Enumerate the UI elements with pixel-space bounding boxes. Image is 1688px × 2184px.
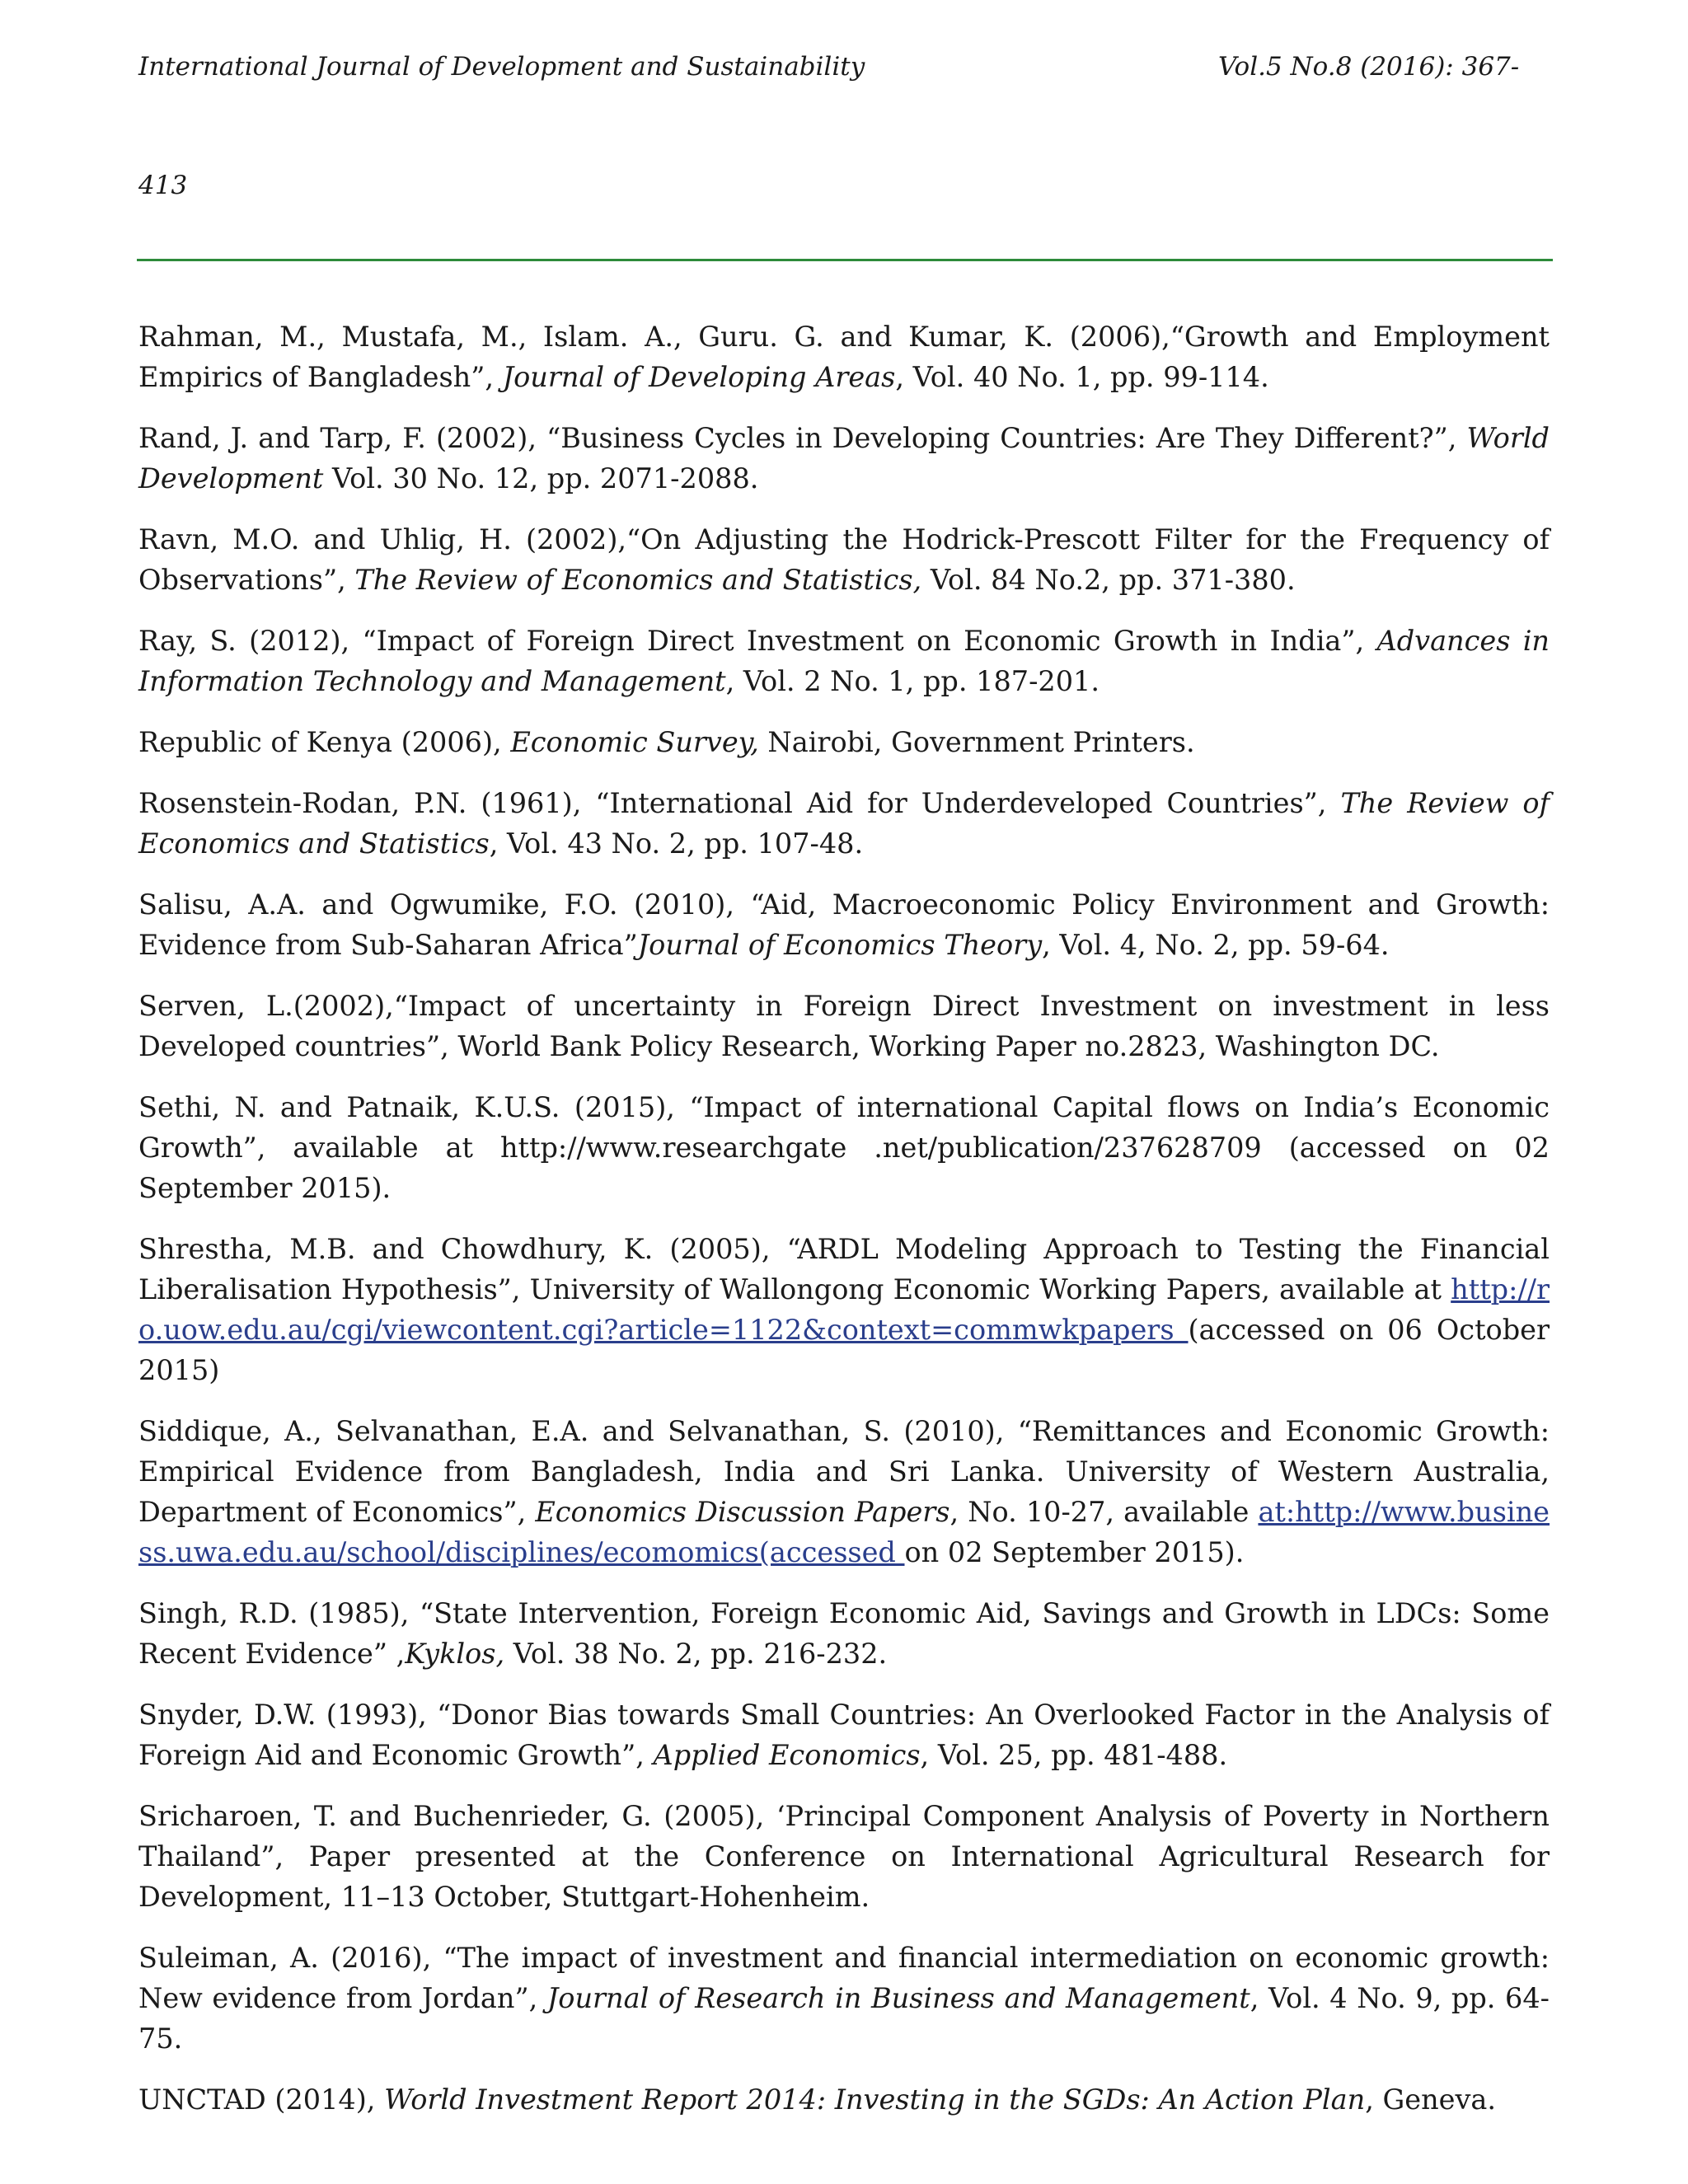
reference-entry: Shrestha, M.B. and Chowdhury, K. (2005), “ARDL Modeling Approach to Testing the Financial Liberalisation Hypothesis”, University of Wallongong Economic Working Papers, available at http://ro.uow.edu.au/cgi/viewcontent.cgi?article=1122&context=commwkpapers (accessed on 06 October 2015) (138, 1233, 1550, 1386)
reference-list (138, 316, 1550, 2140)
reference-entry: Rand, J. and Tarp, F. (2002), “Business Cycles in Developing Countries: Are They Different?”, World Development Vol. 30 No. 12, pp. 2071-2088. (138, 422, 1550, 494)
page-range-end: 413 (138, 171, 188, 200)
reference-entry: Serven, L.(2002),“Impact of uncertainty in Foreign Direct Investment on investment in less Developed countries”, World Bank Policy Research, Working Paper no.2823, Washington DC. (138, 990, 1550, 1062)
reference-entry: Sethi, N. and Patnaik, K.U.S. (2015), “Impact of international Capital flows on India’s Economic Growth”, available at http://www.researchgate .net/publication/237628709 (accessed on 02 September 2015). (138, 1091, 1550, 1204)
volume-info: Vol.5 No.8 (2016): 367- (1218, 52, 1520, 82)
reference-entry: Republic of Kenya (2006), Economic Survey, Nairobi, Government Printers. (138, 726, 1195, 758)
reference-entry: Sricharoen, T. and Buchenrieder, G. (2005), ‘Principal Component Analysis of Poverty in Northern Thailand”, Paper presented at the Conference on International Agricultural Research for Development, 11–13 October, Stuttgart-Hohenheim. (138, 1800, 1550, 1913)
reference-entry: Rahman, M., Mustafa, M., Islam. A., Guru. G. and Kumar, K. (2006),“Growth and Employment Empirics of Bangladesh”, Journal of Developing Areas, Vol. 40 No. 1, pp. 99-114. (138, 321, 1550, 393)
reference-entry: Singh, R.D. (1985), “State Intervention, Foreign Economic Aid, Savings and Growth in LDCs: Some Recent Evidence” ,Kyklos, Vol. 38 No. 2, pp. 216-232. (138, 1597, 1550, 1670)
reference-entry: Ray, S. (2012), “Impact of Foreign Direct Investment on Economic Growth in India”, Advances in Information Technology and Management, Vol. 2 No. 1, pp. 187-201. (138, 625, 1550, 697)
reference-entry: Salisu, A.A. and Ogwumike, F.O. (2010), “Aid, Macroeconomic Policy Environment and Growth: Evidence from Sub-Saharan Africa”Journal of Economics Theory, Vol. 4, No. 2, pp. 59-64. (138, 888, 1550, 961)
header-divider (137, 259, 1553, 261)
journal-name: International Journal of Development and Sustainability (138, 52, 865, 82)
reference-entry: Snyder, D.W. (1993), “Donor Bias towards Small Countries: An Overlooked Factor in the Analysis of Foreign Aid and Economic Growth”, Applied Economics, Vol. 25, pp. 481-488. (138, 1699, 1550, 1771)
reference-entry: Rosenstein-Rodan, P.N. (1961), “International Aid for Underdeveloped Countries”, The Review of Economics and Statistics, Vol. 43 No. 2, pp. 107-48. (138, 787, 1550, 860)
reference-entry: Ravn, M.O. and Uhlig, H. (2002),“On Adjusting the Hodrick-Prescott Filter for the Frequency of Observations”, The Review of Economics and Statistics, Vol. 84 No.2, pp. 371-380. (138, 523, 1550, 596)
reference-link[interactable]: at:http://www.business.uwa.edu.au/school/disciplines/ecomomics(accessed (138, 1496, 1550, 1568)
reference-entry: UNCTAD (2014), World Investment Report 2014: Investing in the SGDs: An Action Plan, Geneva. (138, 2083, 1497, 2116)
reference-entry: Suleiman, A. (2016), “The impact of investment and financial intermediation on economic growth: New evidence from Jordan”, Journal of Research in Business and Management, Vol. 4 No. 9, pp. 64-75. (138, 1942, 1550, 2055)
reference-entry: Siddique, A., Selvanathan, E.A. and Selvanathan, S. (2010), “Remittances and Economic Growth: Empirical Evidence from Bangladesh, India and Sri Lanka. University of Western Australia, Department of Economics”, Economics Discussion Papers, No. 10-27, available at:http://www.business.uwa.edu.au/school/disciplines/ecomomics(accessed on 02 September 2015). (138, 1415, 1550, 1568)
reference-link[interactable]: http://ro.uow.edu.au/cgi/viewcontent.cgi?article=1122&context=commwkpapers (138, 1273, 1550, 1346)
